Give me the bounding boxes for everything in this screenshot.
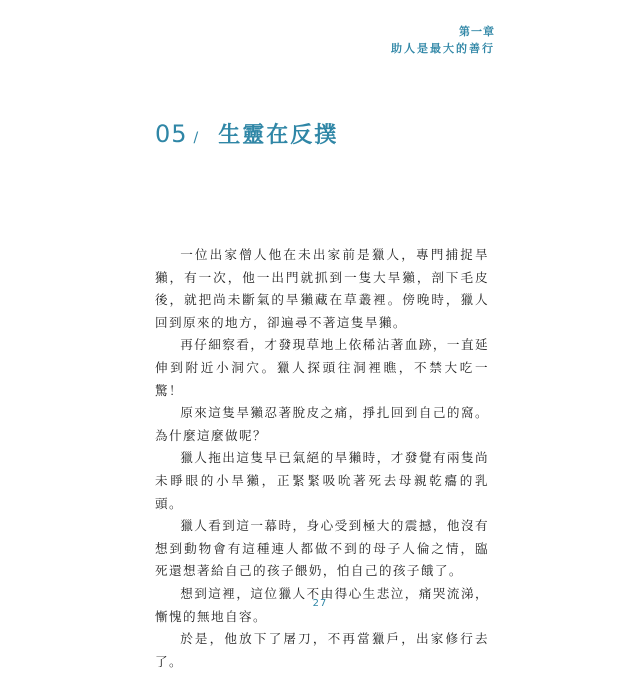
section-number: 05 [155,120,188,148]
section-heading [155,118,338,149]
paragraph: 想到這裡，這位獵人不由得心生悲泣，痛哭流涕，慚愧的無地自容。 [155,585,489,624]
chapter-title: 助人是最大的善行 [391,42,495,55]
paragraph: 於是，他放下了屠刀，不再當獵戶，出家修行去了。 [155,631,489,669]
section-slash: / [193,130,199,146]
chapter-number: 第一章 [459,25,495,38]
running-header [391,24,495,58]
page-number: 27 [312,598,328,609]
paragraph: 獵人看到這一幕時，身心受到極大的震撼，他沒有想到動物會有這種連人都做不到的母子人倫之情，臨死還想著給自己的孩子餵奶，怕自己的孩子餓了。 [155,518,489,579]
paragraph: 一位出家僧人他在未出家前是獵人，專門捕捉旱獺，有一次，他一出門就抓到一隻大旱獺，剖下毛皮後，就把尚未斷氣的旱獺藏在草叢裡。傍晚時，獵人回到原來的地方，卻遍尋不著這隻旱獺。 [155,247,489,330]
section-title: 生靈在反撲 [218,123,339,148]
paragraph: 再仔細察看，才發現草地上依稀沾著血跡，一直延伸到附近小洞穴。獵人探頭往洞裡瞧，不禁大吃一驚！ [155,337,489,398]
paragraph: 原來這隻旱獺忍著脫皮之痛，掙扎回到自己的窩。為什麼這麼做呢？ [155,405,489,443]
paragraph: 獵人拖出這隻早已氣絕的旱獺時，才發覺有兩隻尚未睜眼的小旱獺，正緊緊吸吮著死去母親乾癟的乳頭。 [155,450,489,511]
